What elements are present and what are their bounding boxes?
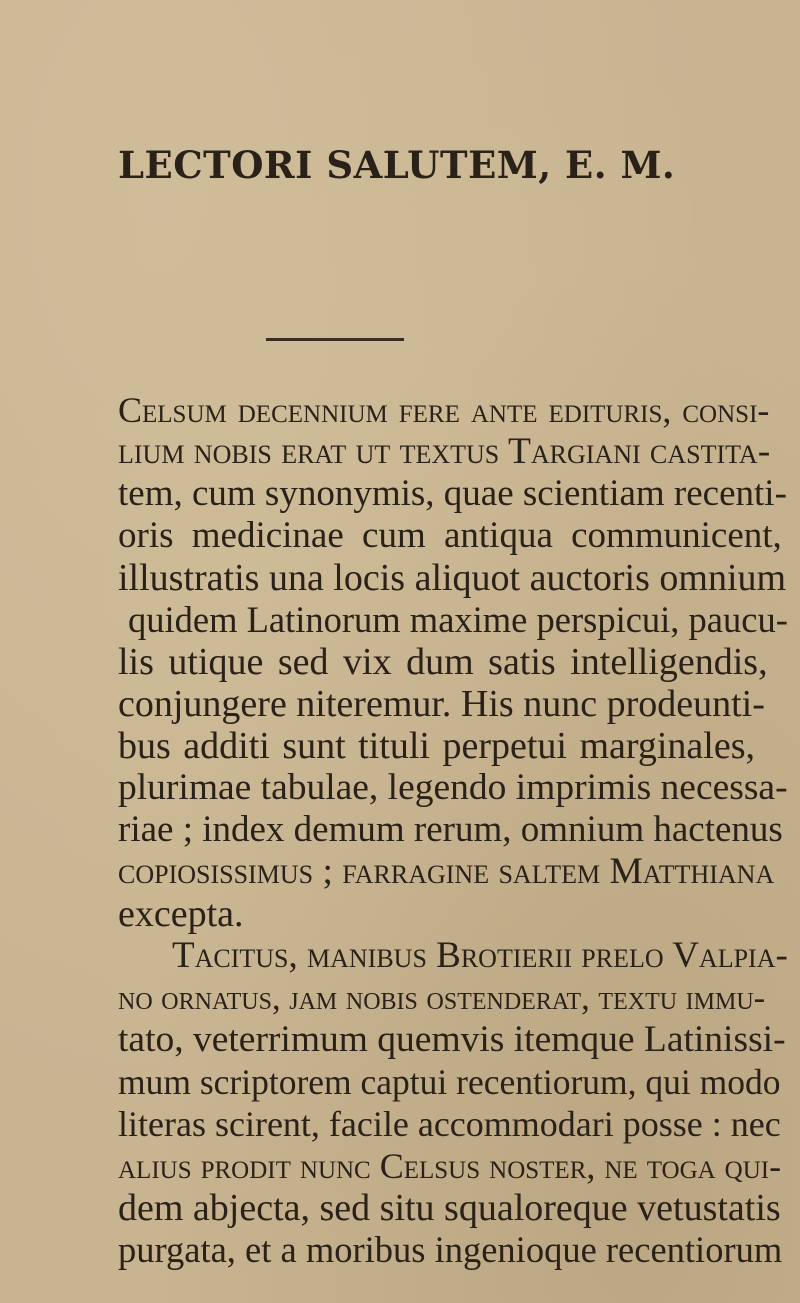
- text-line: quidem Latinorum maxime perspicui, paucu-: [128, 599, 788, 640]
- text-line: mum scriptorem captui recentiorum, qui modo: [118, 1062, 781, 1102]
- text-line: Tacitus, manibus Brotierii prelo Valpia-: [172, 935, 788, 976]
- text-line: lium nobis erat ut textus Targiani castita-: [118, 431, 771, 472]
- text-line: oris medicinae cum antiqua communicent,: [118, 515, 782, 556]
- text-line: Celsum decennium fere ante edituris, consi-: [118, 390, 770, 430]
- text-line: alius prodit nunc Celsus noster, ne toga qui-: [118, 1146, 782, 1186]
- text-line: tato, veterrimum quemvis itemque Latinissi-: [118, 1019, 786, 1060]
- text-line: no ornatus, jam nobis ostenderat, textu immu-: [118, 979, 766, 1017]
- text-line: lis utique sed vix dum satis intelligendis,: [118, 641, 768, 683]
- text-line: copiosissimus ; farragine saltem Matthiana: [118, 851, 775, 892]
- text-line: bus additi sunt tituli perpetui marginales,: [118, 725, 755, 767]
- page-heading: LECTORI SALUTEM, E. M.: [118, 143, 676, 187]
- text-line: purgata, et a moribus ingenioque recentiorum: [118, 1229, 783, 1270]
- text-line: illustratis una locis aliquot auctoris omnium: [118, 557, 787, 599]
- text-line: literas scirent, facile accommodari posse : nec: [118, 1104, 781, 1144]
- text-line: dem abjecta, sed situ squaloreque vetustatis: [118, 1187, 781, 1229]
- text-line: conjungere niteremur. His nunc prodeunti-: [118, 683, 765, 725]
- text-line: plurimae tabulae, legendo imprimis necessa-: [118, 767, 788, 808]
- text-line: riae ; index demum rerum, omnium hactenus: [118, 809, 783, 850]
- text-line: tem, cum synonymis, quae scientiam recenti-: [118, 473, 787, 514]
- text-line: excepta.: [118, 893, 244, 935]
